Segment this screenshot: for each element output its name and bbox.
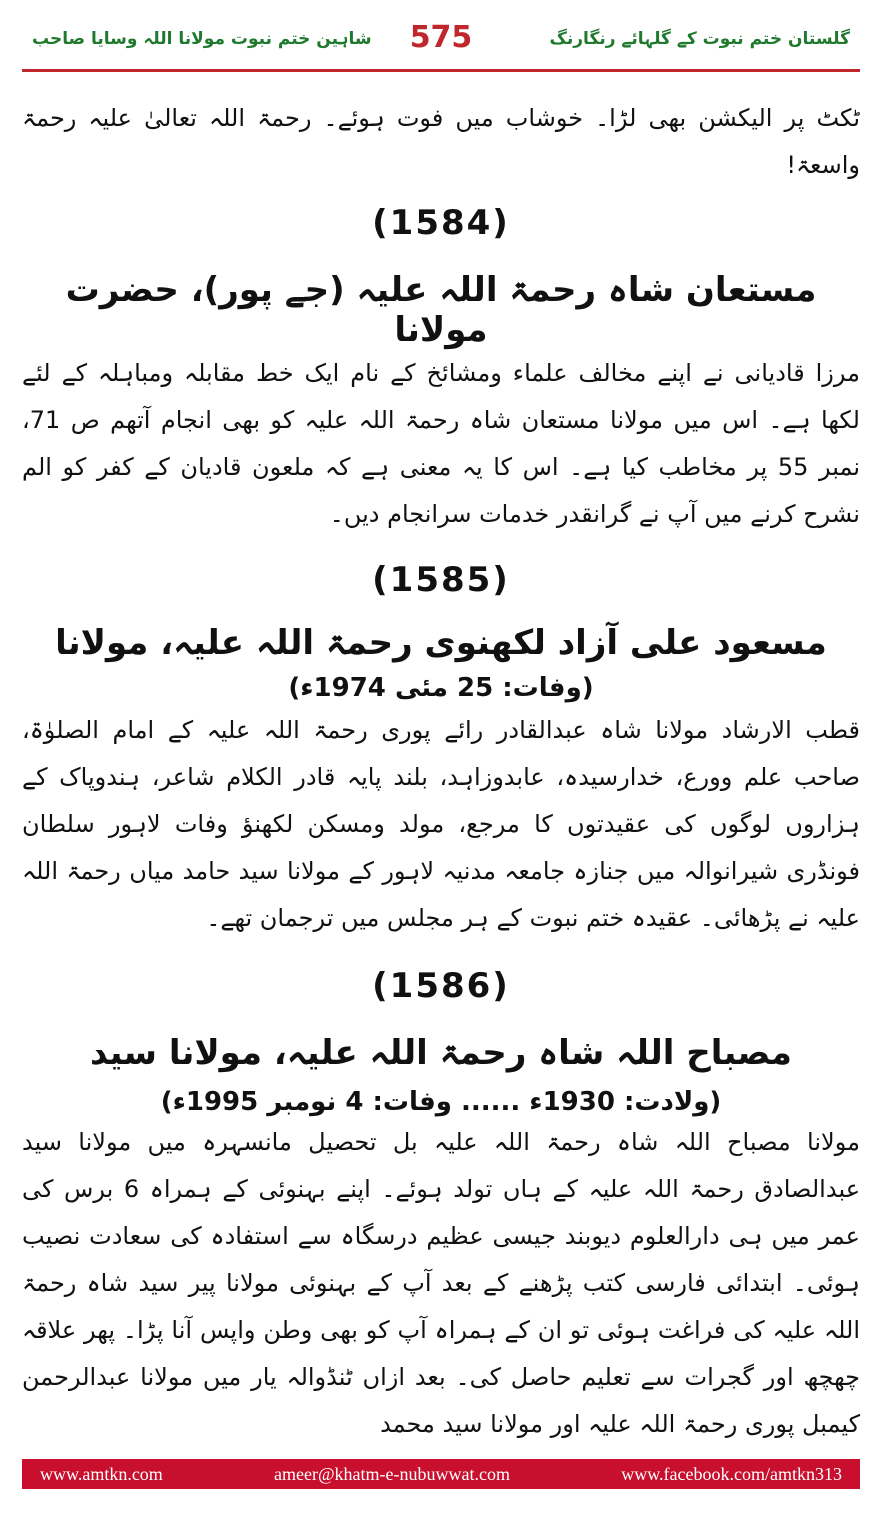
entry-dates: (ولادت: 1930ء ...... وفات: 4 نومبر 1995ء): [160, 1087, 722, 1117]
entry-number: (1584): [372, 203, 510, 243]
entry-dates: (وفات: 25 مئی 1974ء): [288, 673, 594, 703]
entry-paragraph: مولانا مصباح اللہ شاہ رحمۃ اللہ علیہ بل تحصیل مانسہرہ میں مولانا سید عبدالصادق رحمۃ اللہ علیہ کے ہاں تولد ہوئے۔ اپنے بہنوئی کے ہمراہ 6 برس کی عمر میں ہی دارالعلوم دیوبند جیسی عظیم درسگاہ سے استفادہ کی سعادت نصیب ہوئی۔ ابتدائی فارسی کتب پڑھنے کے بعد آپ کے بہنوئی مولانا پیر سید شاہ رحمۃ اللہ علیہ کی فراغت ہوئی تو ان کے ہمراہ آپ کو بھی وطن واپس آنا پڑا۔ پھر علاقہ چھچھ اور گجرات سے تعلیم حاصل کی۔ بعد ازاں ٹنڈوالہ یار میں مولانا عبدالرحمن کیمبل پوری رحمۃ اللہ علیہ اور مولانا سید محمد: [22, 1128, 861, 1438]
header-book-title: گلستان ختم نبوت کے گلہائے رنگارنگ: [549, 29, 850, 49]
entry-paragraph: قطب الارشاد مولانا شاہ عبدالقادر رائے پوری رحمۃ اللہ علیہ کے امام الصلوٰۃ، صاحب علم وورع، خدارسیدہ، عابدوزاہد، بلند پایہ قادر الکلام شاعر، ہندوپاک کے ہزاروں لوگوں کی عقیدتوں کا مرجع، مولد ومسکن لکھنؤ وفات لاہور سلطان فونڈری شیرانوالہ میں جنازہ جامعہ مدنیہ لاہور کے مولانا سید حامد میاں رحمۃ اللہ علیہ نے پڑھائی۔ عقیدہ ختم نبوت کے ہر مجلس میں ترجمان تھے۔: [22, 716, 860, 932]
header-divider: [22, 69, 860, 72]
entry-paragraph: مرزا قادیانی نے اپنے مخالف علماء ومشائخ کے نام ایک خط مقابلہ ومباہلہ کے لئے لکھا ہے۔ اس میں مولانا مستعان شاہ رحمۃ اللہ علیہ کو بھی انجام آتھم ص 71، نمبر 55 پر مخاطب کیا ہے۔ اس کا یہ معنی ہے کہ ملعون قادیان کے کفر کو الم نشرح کرنے میں آپ نے گرانقدر خدمات سرانجام دیں۔: [22, 359, 860, 528]
header-book-author: شاہین ختم نبوت مولانا اللہ وسایا صاحب: [32, 29, 372, 49]
page-header: [22, 14, 860, 74]
footer-facebook-link[interactable]: www.facebook.com/amtkn313: [621, 1463, 842, 1484]
page-content: [22, 95, 860, 1448]
entry-title: مستعان شاہ رحمۃ اللہ علیہ (جے پور)، حضرت مولانا: [65, 270, 817, 350]
entry-number: (1585): [372, 560, 510, 600]
entry-title: مصباح اللہ شاہ رحمۃ اللہ علیہ، مولانا سید: [90, 1033, 792, 1073]
page-footer: [22, 1459, 860, 1489]
page-number: 575: [409, 20, 473, 55]
intro-line: ٹکٹ پر الیکشن بھی لڑا۔ خوشاب میں فوت ہوئے۔ رحمۃ اللہ تعالیٰ علیہ رحمۃ واسعۃ!: [22, 104, 860, 179]
entry-number: (1586): [372, 966, 510, 1006]
footer-email-link[interactable]: ameer@khatm-e-nubuwwat.com: [274, 1463, 511, 1484]
footer-website-link[interactable]: www.amtkn.com: [40, 1463, 163, 1484]
entry-title: مسعود علی آزاد لکھنوی رحمۃ اللہ علیہ، مولانا: [55, 623, 827, 663]
